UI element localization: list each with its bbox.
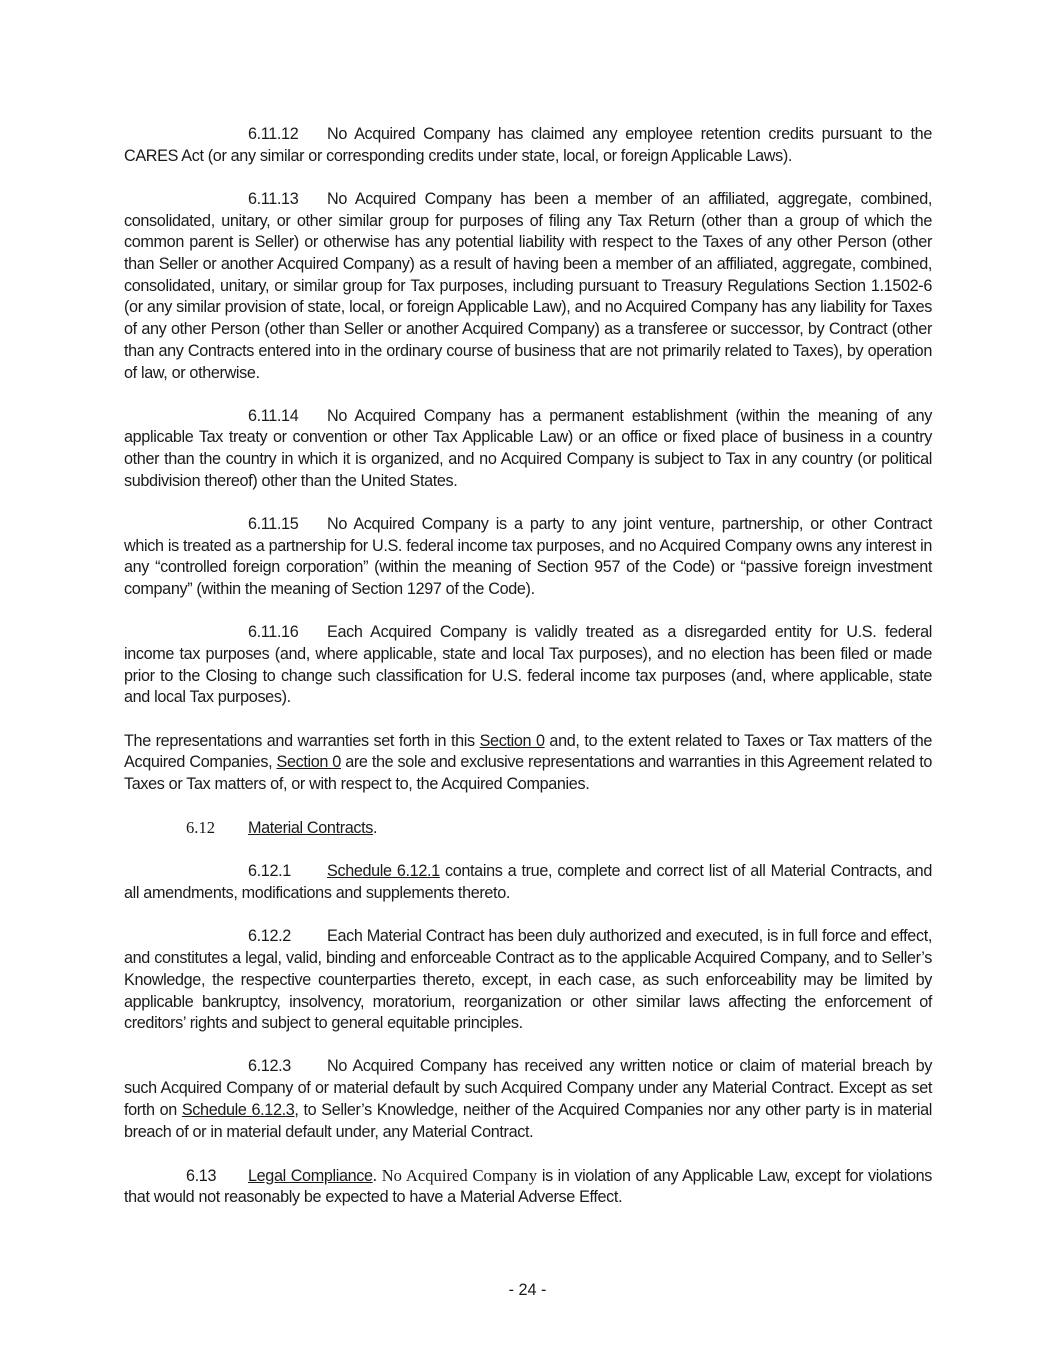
section-title-suffix: .	[372, 1165, 382, 1185]
schedule-reference-link[interactable]: Schedule 6.12.1	[327, 862, 440, 881]
paragraph-6-11-13	[124, 189, 932, 384]
paragraph-number: 6.11.12	[248, 125, 299, 143]
paragraph-text: No Acquired Company is a party to any joint venture, partnership, or other Contract which is treated as a partnership for U.S. federal income tax purposes, and no Acquired Company owns any interest in any “controlled foreign corporation” (within the meaning of Section 957 of the Code) or “passive foreign investment company” (within the meaning of Section 1297 of the Code).	[124, 515, 932, 599]
paragraph-number: 6.11.16	[248, 623, 299, 642]
paragraph-text: Each Material Contract has been duly authorized and executed, is in full force and effect, and constitutes a legal, valid, binding and enforceable Contract as to the applicable Acquired Company, and to Seller’s Knowledge, the respective counterparties thereto, except, in each case, as such enforceability may be limited by applicable bankruptcy, insolvency, moratorium, reorganization or other similar laws affecting the enforcement of creditors’ rights and subject to general equitable principles.	[124, 927, 932, 1033]
paragraph-number: 6.11.14	[248, 406, 299, 425]
paragraph-number: 6.12.2	[248, 927, 291, 946]
section-number: 6.12	[186, 818, 216, 838]
section-reference-link[interactable]: Section 0	[276, 753, 341, 772]
paragraph-number: 6.12.1	[248, 862, 291, 881]
section-heading-6-12	[124, 817, 932, 840]
paragraph-6-11-12	[124, 124, 932, 167]
section-title: Material Contracts	[248, 819, 374, 838]
paragraph-6-11-15	[124, 514, 932, 601]
paragraph-6-11-16	[124, 622, 932, 709]
paragraph-6-12-2	[124, 926, 932, 1035]
paragraph-text: No Acquired Company has a permanent establishment (within the meaning of any applicable Tax treaty or convention or other Tax Applicable Law) or an office or fixed place of business in a country other than the country in which it is organized, and no Acquired Company is subject to Tax in any country (or political subdivision thereof) other than the United States.	[124, 406, 932, 490]
section-reference-link[interactable]: Section 0	[479, 731, 545, 750]
paragraph-6-11-14	[124, 406, 932, 493]
paragraph-text: No Acquired Company has received any written notice or claim of material breach by such Acquired Company of or material default by such Acquired Company under any Material Contract. Except as set forth on	[124, 1057, 932, 1119]
paragraph-text: No Acquired Company has claimed any employee retention credits pursuant to the CARES Act (or any similar or corresponding credits under state, local, or foreign Applicable Laws).	[124, 125, 932, 165]
section-title-suffix: .	[373, 819, 378, 838]
paragraph-text: No Acquired Company has been a member of an affiliated, aggregate, combined, consolidated, unitary, or other similar group for purposes of filing any Tax Return (other than a group of which the common parent is Seller) or otherwise has any potential liability with respect to the Taxes of any other Person (other than Seller or another Acquired Company) as a result of having been a member of an affiliated, aggregate, combined, consolidated, unitary, or similar group for Tax purposes, including pursuant to Treasury Regulations Section 1.1502-6 (or any similar provision of state, local, or foreign Applicable Law), and no Acquired Company has any liability for Taxes of any other Person (other than Seller or another Acquired Company) as a transferee or successor, by Contract (other than any Contracts entered into in the ordinary course of business that are not primarily related to Taxes), by operation of law, or otherwise.	[124, 189, 932, 382]
paragraph-6-13	[124, 1165, 932, 1209]
paragraph-text: contains a true, complete and correct list of all Material Contracts, and all amendments, modifications and supplements thereto.	[124, 862, 932, 903]
paragraph-number: 6.12.3	[248, 1057, 291, 1076]
paragraph-6-12-3	[124, 1056, 932, 1143]
paragraph-number: 6.11.13	[248, 189, 299, 208]
paragraph-text: are the sole and exclusive representations and warranties in this Agreement related to Taxes or Tax matters of, or with respect to, the Acquired Companies.	[124, 753, 933, 794]
page-number: - 24 -	[508, 1281, 547, 1299]
paragraph-text: and, to the extent related to Taxes or Tax matters of the Acquired Companies,	[124, 731, 932, 772]
paragraph-text: The representations and warranties set forth in this	[124, 731, 480, 750]
paragraph-text: is in violation of any Applicable Law, except for violations that would not reasonably be expected to have a Material Adverse Effect.	[124, 1166, 933, 1207]
schedule-reference-link[interactable]: Schedule 6.12.3	[181, 1100, 295, 1119]
paragraph-tax-reps-exclusive	[124, 731, 932, 796]
document-page	[124, 124, 932, 1231]
paragraph-text: , to Seller’s Knowledge, neither of the Acquired Companies nor any other party is in material breach of or in material default under, any Material Contract.	[124, 1100, 932, 1141]
section-title: Legal Compliance	[248, 1166, 373, 1185]
paragraph-6-12-1	[124, 861, 932, 904]
paragraph-text: Each Acquired Company is validly treated as a disregarded entity for U.S. federal income tax purposes (and, where applicable, state and local Tax purposes), and no election has been filed or made prior to the Closing to change such classification for U.S. federal income tax purposes (and, where applicable, state and local Tax purposes).	[124, 623, 932, 707]
paragraph-number: 6.11.15	[248, 515, 299, 534]
section-number: 6.13	[186, 1166, 217, 1185]
paragraph-text-serif: No Acquired Company	[381, 1165, 538, 1185]
